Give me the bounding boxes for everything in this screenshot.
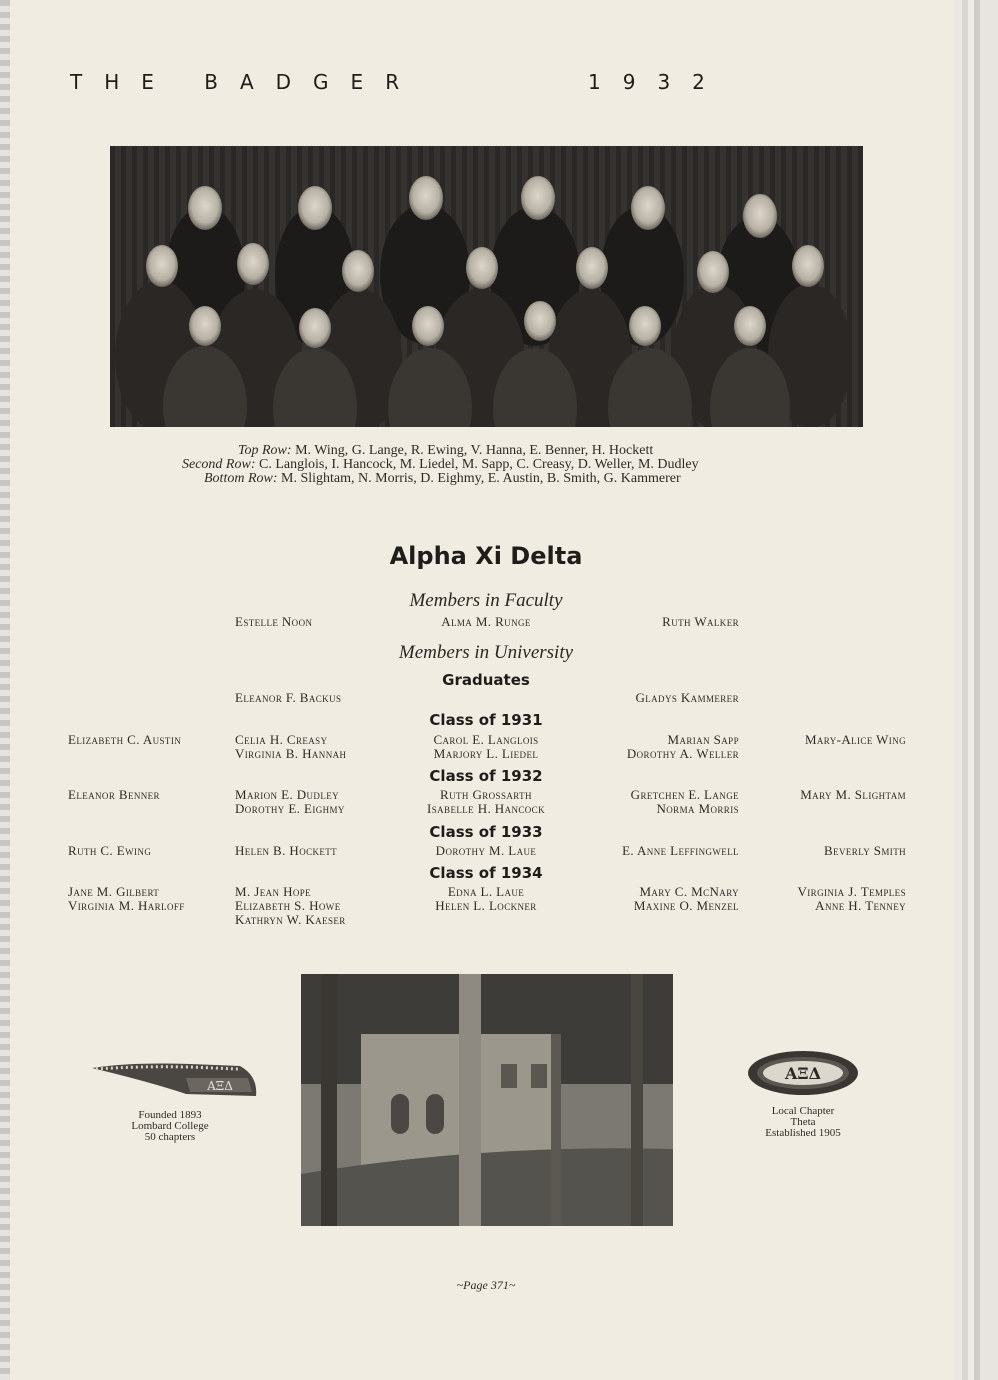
member-name: Dorothy A. Weller xyxy=(626,746,739,761)
member-name: Mary-Alice Wing xyxy=(804,732,906,747)
class-1932-heading: Class of 1932 xyxy=(429,767,543,785)
member-name: Anne H. Tenney xyxy=(815,898,906,913)
member-name: Jane M. Gilbert xyxy=(68,884,160,899)
caption-bottom-row-label: Bottom Row: xyxy=(204,471,278,486)
chapter-caption-line: Established 1905 xyxy=(765,1127,841,1139)
crest-letters: ΑΞΔ xyxy=(784,1064,822,1083)
chapter-caption-line: Local Chapter xyxy=(771,1105,835,1117)
member-name: Eleanor Benner xyxy=(68,787,160,802)
member-name: Kathryn W. Kaeser xyxy=(235,912,346,927)
member-name: Gretchen E. Lange xyxy=(630,787,739,802)
class-1934-heading: Class of 1934 xyxy=(429,864,543,882)
header-year: 1932 xyxy=(588,70,727,94)
page-number: ~Page 371~ xyxy=(456,1278,516,1292)
member-name: Virginia B. Hannah xyxy=(235,746,347,761)
member-name: Virginia M. Harloff xyxy=(68,898,185,913)
member-name: Ruth C. Ewing xyxy=(68,843,152,858)
sorority-pin-icon xyxy=(90,1058,260,1100)
faculty-heading: Members in Faculty xyxy=(409,590,563,611)
chapter-caption-line: Theta xyxy=(790,1116,816,1128)
member-name: Ruth Grossarth xyxy=(440,787,532,802)
member-name: M. Jean Hope xyxy=(235,884,312,899)
chapter-title: Alpha Xi Delta xyxy=(389,542,583,570)
member-name: Mary M. Slightam xyxy=(800,787,906,802)
caption-bottom-row-names: M. Slightam, N. Morris, D. Eighmy, E. Austin, B. Smith, G. Kammerer xyxy=(281,471,681,486)
member-name: Marion E. Dudley xyxy=(235,787,340,802)
member-name: Virginia J. Temples xyxy=(797,884,906,899)
member-name: Marjory L. Liedel xyxy=(433,746,539,761)
pin-letters: ΑΞΔ xyxy=(207,1079,233,1093)
caption-top-row-label: Top Row: xyxy=(238,443,292,458)
faculty-name: Alma M. Runge xyxy=(441,614,531,629)
member-name: Elizabeth S. Howe xyxy=(235,898,341,913)
member-name: Helen B. Hockett xyxy=(235,843,338,858)
page-edge-right xyxy=(954,0,998,1380)
member-name: Helen L. Lockner xyxy=(435,898,537,913)
pin-caption xyxy=(100,1110,240,1143)
member-name: Dorothy M. Laue xyxy=(435,843,537,858)
pin-caption-line: 50 chapters xyxy=(144,1131,196,1143)
member-name: Carol E. Langlois xyxy=(433,732,539,747)
caption-bottom-row xyxy=(204,472,681,486)
chapter-crest-icon xyxy=(746,1050,860,1096)
member-name: Maxine O. Menzel xyxy=(633,898,739,913)
caption-top-row xyxy=(238,444,653,458)
member-name: E. Anne Leffingwell xyxy=(622,843,739,858)
member-name: Marian Sapp xyxy=(667,732,739,747)
member-name: Elizabeth C. Austin xyxy=(68,732,182,747)
chapter-house-photo xyxy=(301,974,673,1226)
member-name: Dorothy E. Eighmy xyxy=(235,801,345,816)
pin-caption-line: Founded 1893 xyxy=(138,1109,202,1121)
caption-second-row-label: Second Row: xyxy=(182,457,256,472)
group-photo-figures xyxy=(110,146,863,427)
caption-second-row xyxy=(182,458,699,472)
university-heading: Members in University xyxy=(398,642,574,663)
chapter-house-scene xyxy=(301,974,673,1226)
header-title: THE BADGER xyxy=(70,70,422,94)
faculty-name: Ruth Walker xyxy=(662,614,739,629)
member-name: Isabelle H. Hancock xyxy=(427,801,545,816)
graduate-name: Eleanor F. Backus xyxy=(235,690,342,705)
member-name: Mary C. McNary xyxy=(639,884,739,899)
member-name: Celia H. Creasy xyxy=(235,732,328,747)
chapter-caption xyxy=(735,1106,871,1139)
member-name: Edna L. Laue xyxy=(447,884,525,899)
page-edge-left xyxy=(0,0,10,1380)
graduate-name: Gladys Kammerer xyxy=(635,690,739,705)
graduates-heading: Graduates xyxy=(442,671,530,689)
page-header xyxy=(70,70,770,98)
caption-second-row-names: C. Langlois, I. Hancock, M. Liedel, M. Sapp, C. Creasy, D. Weller, M. Dudley xyxy=(258,457,699,472)
member-name: Beverly Smith xyxy=(824,843,906,858)
class-1933-heading: Class of 1933 xyxy=(429,823,543,841)
group-photo xyxy=(110,146,863,427)
faculty-name: Estelle Noon xyxy=(235,614,313,629)
caption-top-row-names: M. Wing, G. Lange, R. Ewing, V. Hanna, E. Benner, H. Hockett xyxy=(295,443,654,458)
pin-caption-line: Lombard College xyxy=(131,1120,209,1132)
class-1931-heading: Class of 1931 xyxy=(429,711,543,729)
member-name: Norma Morris xyxy=(656,801,739,816)
